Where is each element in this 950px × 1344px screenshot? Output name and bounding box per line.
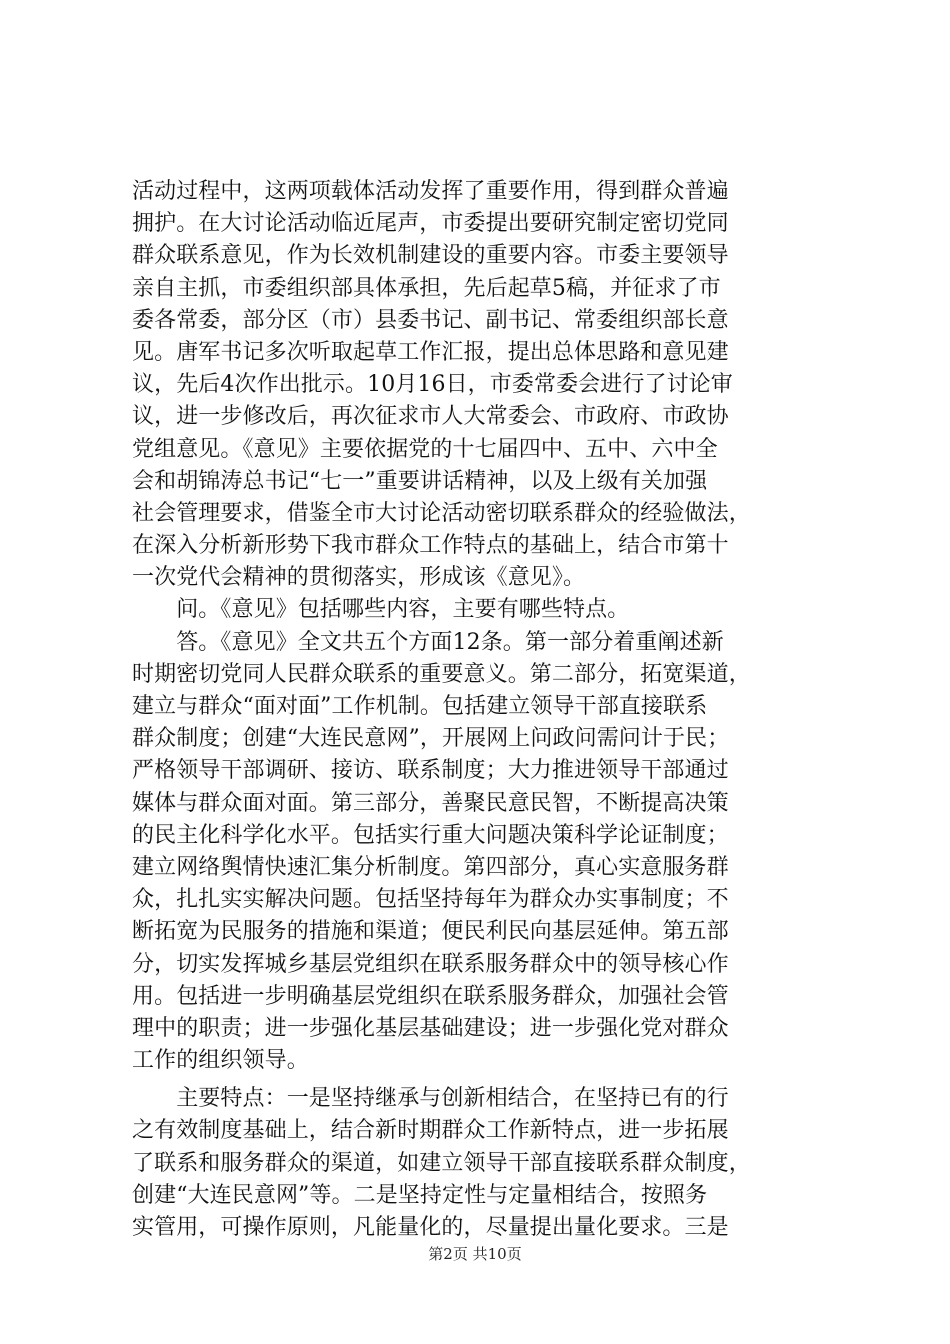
text-line: 媒体与群众面对面。第三部分，善聚民意民智，不断提高决策	[132, 790, 729, 816]
text-line: 实管用，可操作原则，凡能量化的，尽量提出量化要求。三是	[132, 1215, 729, 1240]
text-line: 社会管理要求，借鉴全市大讨论活动密切联系群众的经验做法，	[132, 500, 751, 526]
text-line: 建立与群众“面对面”工作机制。包括建立领导干部直接联系	[132, 694, 708, 719]
text-line: 见。唐军书记多次听取起草工作汇报，提出总体思路和意见建	[132, 339, 729, 365]
text-line: 委各常委，部分区（市）县委书记、副书记、常委组织部长意	[132, 307, 729, 333]
text-line: 拥护。在大讨论活动临近尾声，市委提出要研究制定密切党同	[132, 211, 729, 237]
text-line: 用。包括进一步明确基层党组织在联系服务群众，加强社会管	[132, 983, 729, 1009]
text-line: 的民主化科学化水平。包括实行重大问题决策科学论证制度；	[132, 822, 729, 848]
text-line: 会和胡锦涛总书记“七一”重要讲话精神，以及上级有关加强	[132, 468, 708, 494]
text-line: 问。《意见》包括哪些内容，主要有哪些特点。	[132, 597, 630, 623]
text-line: 主要特点：一是坚持继承与创新相结合，在坚持已有的行	[132, 1086, 729, 1112]
text-line: 断拓宽为民服务的措施和渠道；便民利民向基层延伸。第五部	[132, 919, 729, 945]
text-line: 严格领导干部调研、接访、联系制度；大力推进领导干部通过	[132, 758, 729, 784]
text-line: 亲自主抓，市委组织部具体承担，先后起草5稿，并征求了市	[132, 275, 721, 301]
text-line: 时期密切党同人民群众联系的重要意义。第二部分，拓宽渠道，	[132, 661, 751, 687]
text-line: 理中的职责；进一步强化基层基础建设；进一步强化党对群众	[132, 1015, 729, 1041]
text-line: 了联系和服务群众的渠道，如建立领导干部直接联系群众制度，	[132, 1150, 751, 1176]
text-line: 群众联系意见，作为长效机制建设的重要内容。市委主要领导	[132, 243, 729, 269]
text-line: 党组意见。《意见》主要依据党的十七届四中、五中、六中全	[132, 436, 718, 462]
text-line: 分，切实发挥城乡基层党组织在联系服务群众中的领导核心作	[132, 951, 729, 977]
text-line: 建立网络舆情快速汇集分析制度。第四部分，真心实意服务群	[132, 854, 729, 880]
text-line: 在深入分析新形势下我市群众工作特点的基础上，结合市第十	[132, 533, 729, 559]
text-line: 活动过程中，这两项载体活动发挥了重要作用，得到群众普遍	[132, 179, 729, 204]
text-line: 一次党代会精神的贯彻落实，形成该《意见》。	[132, 565, 586, 591]
text-line: 之有效制度基础上，结合新时期群众工作新特点，进一步拓展	[132, 1118, 729, 1144]
document-body	[132, 176, 826, 1244]
text-line: 答。《意见》全文共五个方面12条。第一部分着重阐述新	[132, 629, 724, 655]
text-line: 工作的组织领导。	[132, 1048, 309, 1074]
text-line: 创建“大连民意网”等。二是坚持定性与定量相结合，按照务	[132, 1182, 708, 1208]
page-number-footer: 第2页 共10页	[428, 1245, 522, 1263]
text-line: 议，先后4次作出批示。10月16日，市委常委会进行了讨论审	[132, 372, 733, 398]
text-line: 群众制度；创建“大连民意网”，开展网上问政问需问计于民；	[132, 726, 730, 752]
text-line: 议，进一步修改后，再次征求市人大常委会、市政府、市政协	[132, 404, 729, 430]
text-line: 众，扎扎实实解决问题。包括坚持每年为群众办实事制度；不	[132, 887, 729, 913]
